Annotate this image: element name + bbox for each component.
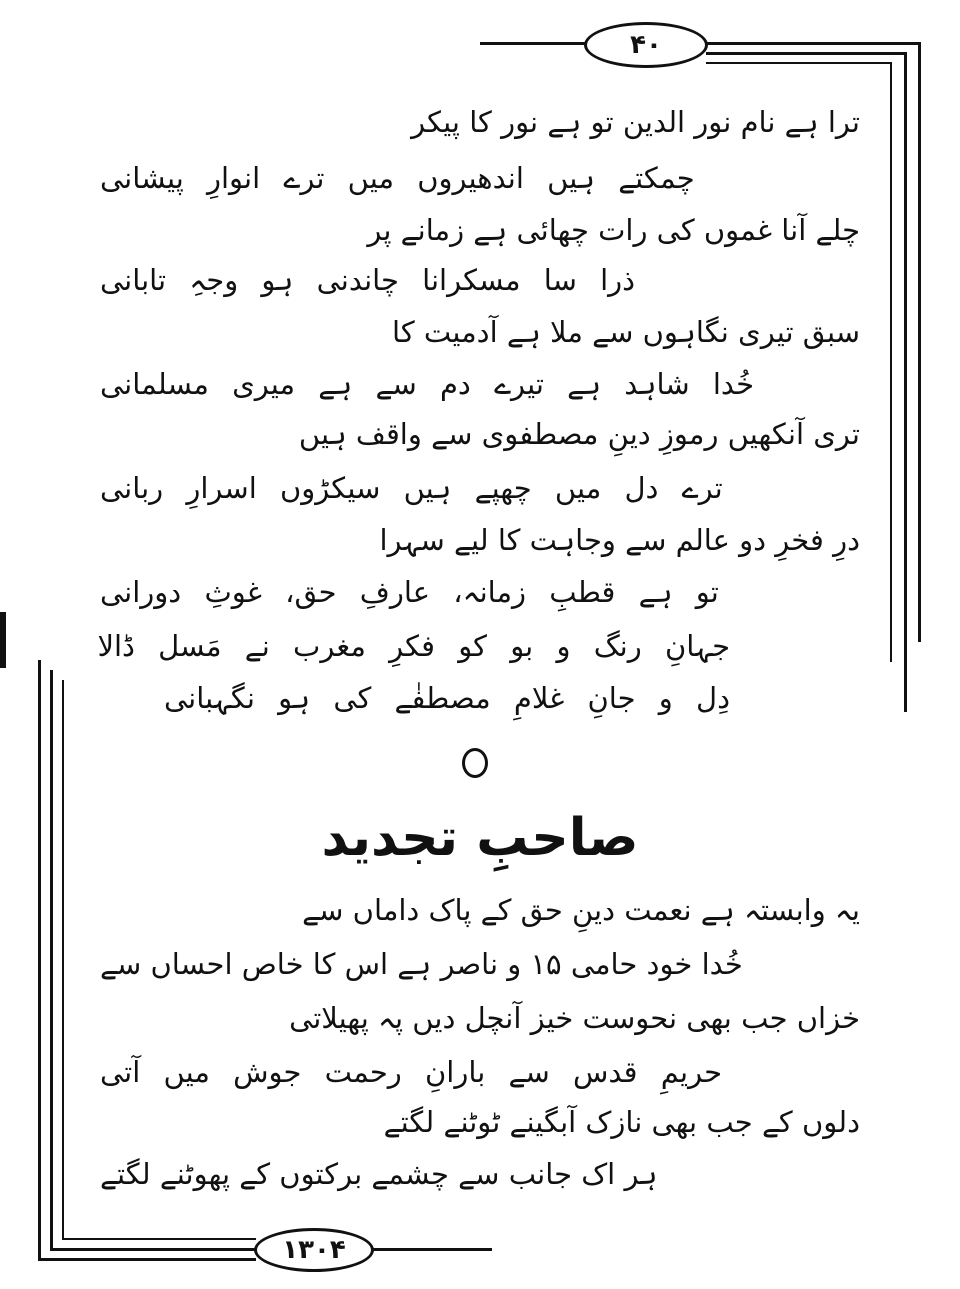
frame-left-line-mid [50, 670, 53, 1250]
poem-two-line: یہ وابستہ ہے نعمت دینِ حق کے پاک داماں سے [302, 893, 860, 927]
poem-one-line: چلے آنا غموں کی رات چھائی ہے زمانے پر [367, 213, 860, 247]
poem-one-line: تری آنکھیں رموزِ دینِ مصطفوی سے واقف ہیں [298, 417, 860, 451]
poem-two-line: ہر اک جانب سے چشمے برکتوں کے پھوٹنے لگتے [100, 1157, 658, 1191]
poem-two-line: خزاں جب بھی نحوست خیز آنچل دیں پہ پھیلاتی [289, 1001, 860, 1035]
poem-one-line: دِل و جانِ غلامِ مصطفٰے کی ہو نگہبانی [164, 681, 730, 715]
frame-bottom-line-mid [50, 1248, 256, 1251]
section-marker [462, 748, 488, 778]
frame-bottom-line-outer [38, 1258, 256, 1261]
poem-one-line: خُدا شاہد ہے تیرے دم سے ہے میری مسلمانی [100, 367, 755, 401]
frame-top-line [706, 42, 920, 45]
frame-bottom-right-line [372, 1248, 492, 1251]
poem-one-line: تو ہے قطبِ زمانہ، عارفِ حق، غوثِ دورانی [100, 575, 719, 609]
poem-one-line: ذرا سا مسکرانا چاندنی ہو وجہِ تابانی [100, 263, 636, 297]
frame-right-line-outer [918, 42, 921, 642]
frame-left-edge-mark [0, 612, 6, 668]
frame-left-line-outer [38, 660, 41, 1260]
frame-top-line-inner2 [706, 62, 892, 64]
poem-one-line: ترے دل میں چھپے ہیں سیکڑوں اسرارِ ربانی [100, 471, 723, 505]
poem-one-line: جہانِ رنگ و بو کو فکرِ مغرب نے مَسل ڈالا [97, 629, 730, 663]
frame-right-line-mid [904, 52, 907, 712]
poem-two-line: حریمِ قدس سے بارانِ رحمت جوش میں آتی [100, 1055, 723, 1089]
poem-one-line: سبق تیری نگاہوں سے ملا ہے آدمیت کا [392, 315, 860, 349]
poem-one-line: ترا ہے نام نور الدین تو ہے نور کا پیکر [411, 105, 860, 139]
poem-one-line: درِ فخرِ دو عالم سے وجاہت کا لیے سہرا [379, 523, 860, 557]
section-title: صاحبِ تجدید [321, 808, 639, 868]
frame-bottom-line-inner [62, 1238, 256, 1240]
frame-top-left-line [480, 42, 588, 45]
poem-one-line: چمکتے ہیں اندھیروں میں ترے انوارِ پیشانی [100, 161, 695, 195]
poem-two-line: خُدا خود حامی ۱۵ و ناصر ہے اس کا خاص احساں سے [100, 947, 743, 981]
frame-left-line-inner [62, 680, 64, 1240]
poem-two-line: دلوں کے جب بھی نازک آبگینے ٹوٹنے لگتے [383, 1105, 860, 1139]
frame-right-line-inner [890, 62, 892, 662]
top-page-number: ۴۰ [584, 22, 708, 68]
bottom-page-number: ۱۳۰۴ [254, 1228, 374, 1272]
frame-top-line-inner [706, 52, 906, 55]
